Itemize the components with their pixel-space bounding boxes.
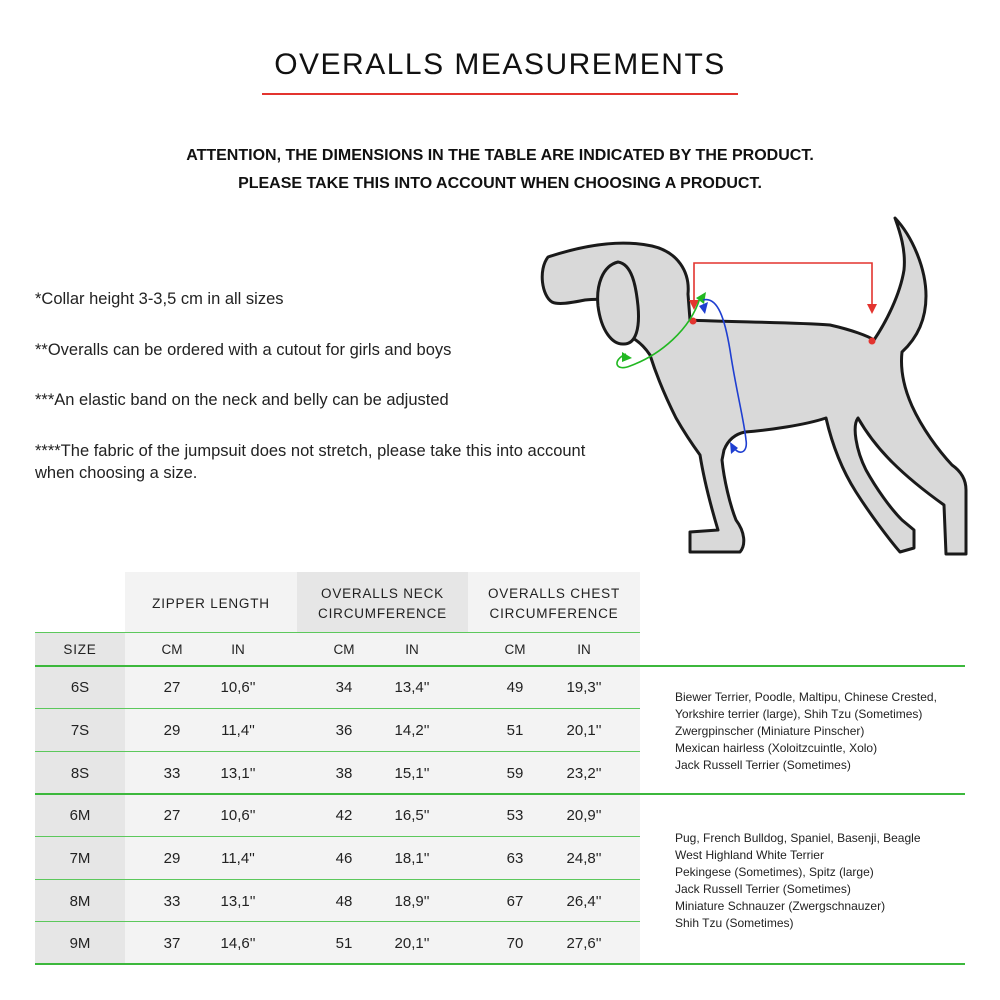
header-zipper-cm: CM [161,642,183,657]
header-size: SIZE [63,642,97,657]
zipper-end-dot [869,338,876,345]
note-elastic: ***An elastic band on the neck and belly can be adjusted [35,391,449,409]
breed-line: Mexican hairless (Xoloitzcuintle, Xolo) [675,741,878,755]
cell-neck-in: 18,1'' [394,850,430,867]
cell-zipper-in: 10,6'' [220,679,256,696]
cell-chest-in: 27,6'' [566,935,602,952]
breed-line: West Highland White Terrier [675,848,824,862]
cell-zipper-cm: 37 [163,935,181,952]
row-divider [35,836,640,837]
header-zipper-length: ZIPPER LENGTH [152,596,270,611]
units-divider [35,665,965,667]
breed-line: Pekingese (Sometimes), Spitz (large) [675,865,874,879]
cell-size: 8S [70,765,90,782]
cell-chest-cm: 70 [506,935,524,952]
cell-zipper-in: 10,6'' [220,807,256,824]
dog-measurement-illustration [530,205,970,560]
cell-size: 7M [69,850,91,867]
header-neck-circumference: OVERALLS NECK CIRCUMFERENCE [318,586,447,621]
cell-zipper-cm: 27 [163,679,181,696]
table-bottom-border [35,963,965,965]
cell-neck-cm: 36 [335,722,353,739]
breeds-medium [675,830,921,932]
cell-zipper-in: 13,1'' [220,765,256,782]
cell-chest-cm: 53 [506,807,524,824]
cell-zipper-in: 14,6'' [220,935,256,952]
breed-line: Biewer Terrier, Poodle, Maltipu, Chinese Crested, [675,690,937,704]
cell-size: 7S [70,722,90,739]
breed-line: Jack Russell Terrier (Sometimes) [675,758,851,772]
cell-zipper-in: 13,1'' [220,893,256,910]
row-divider [35,921,640,922]
breed-line: Shih Tzu (Sometimes) [675,916,794,930]
cell-chest-cm: 67 [506,893,524,910]
cell-chest-in: 19,3'' [566,679,602,696]
cell-neck-in: 13,4'' [394,679,430,696]
header-zipper-in: IN [231,642,245,657]
breed-line: Pug, French Bulldog, Spaniel, Basenji, Beagle [675,831,921,845]
cell-chest-in: 20,1'' [566,722,602,739]
cell-zipper-in: 11,4'' [221,850,255,867]
cell-size: 6S [70,679,90,696]
cell-neck-cm: 42 [335,807,353,824]
cell-neck-cm: 51 [335,935,353,952]
note-fabric: ****The fabric of the jumpsuit does not stretch, please take this into account when choosing a size. [35,442,586,482]
header-neck-cm: CM [333,642,355,657]
cell-chest-in: 26,4'' [566,893,602,910]
cell-chest-in: 24,8'' [566,850,602,867]
cell-size: 6M [69,807,91,824]
row-divider [35,708,640,709]
header-neck-in: IN [405,642,419,657]
breed-line: Jack Russell Terrier (Sometimes) [675,882,851,896]
cell-neck-in: 20,1'' [394,935,430,952]
cell-neck-cm: 48 [335,893,353,910]
attention-line-1: ATTENTION, THE DIMENSIONS IN THE TABLE ARE INDICATED BY THE PRODUCT. [186,147,814,164]
cell-zipper-cm: 33 [163,765,181,782]
cell-chest-cm: 63 [506,850,524,867]
note-cutout: **Overalls can be ordered with a cutout for girls and boys [35,341,452,359]
cell-neck-in: 14,2'' [394,722,430,739]
breed-line: Miniature Schnauzer (Zwergschnauzer) [675,899,886,913]
row-divider [35,751,640,752]
cell-zipper-cm: 33 [163,893,181,910]
cell-chest-cm: 59 [506,765,524,782]
title-underline [262,93,738,95]
header-divider [35,632,640,633]
cell-neck-in: 15,1'' [394,765,430,782]
cell-chest-in: 23,2'' [566,765,602,782]
attention-line-2: PLEASE TAKE THIS INTO ACCOUNT WHEN CHOOSING A PRODUCT. [238,175,762,192]
breed-line: Yorkshire terrier (large), Shih Tzu (Sometimes) [675,707,923,721]
cell-zipper-in: 11,4'' [221,722,255,739]
cell-size: 8M [69,893,91,910]
cell-neck-in: 16,5'' [394,807,430,824]
breed-line: Zwergpinscher (Miniature Pinscher) [675,724,865,738]
cell-neck-cm: 38 [335,765,353,782]
breeds-small [675,689,937,774]
zipper-length-arrow [694,263,872,308]
row-divider [35,879,640,880]
cell-neck-cm: 46 [335,850,353,867]
note-collar: *Collar height 3-3,5 cm in all sizes [35,290,284,308]
cell-zipper-cm: 29 [163,850,181,867]
cell-zipper-cm: 29 [163,722,181,739]
group-divider [35,793,965,795]
cell-chest-in: 20,9'' [566,807,602,824]
cell-zipper-cm: 27 [163,807,181,824]
cell-size: 9M [69,935,91,952]
cell-chest-cm: 49 [506,679,524,696]
header-chest-cm: CM [504,642,526,657]
header-chest-in: IN [577,642,591,657]
cell-neck-in: 18,9'' [394,893,430,910]
cell-chest-cm: 51 [506,722,524,739]
page-title: OVERALLS MEASUREMENTS [274,48,726,81]
cell-neck-cm: 34 [335,679,353,696]
dog-ear [598,262,639,344]
header-chest-circumference: OVERALLS CHEST CIRCUMFERENCE [488,586,620,621]
